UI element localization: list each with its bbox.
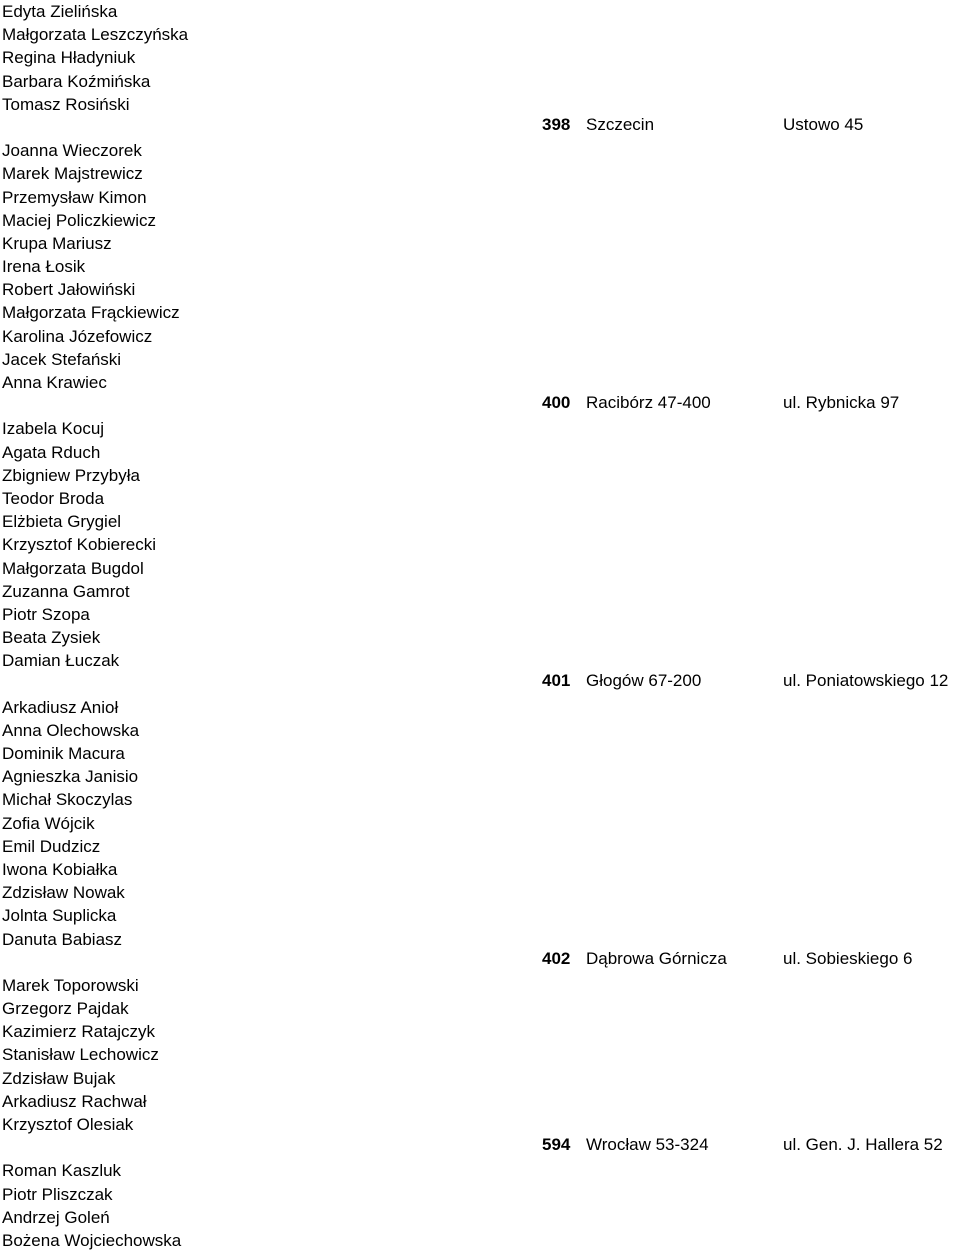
- name-item: Iwona Kobiałka: [2, 859, 118, 879]
- name-item: Jolnta Suplicka: [2, 906, 117, 926]
- entry-address: ul. Sobieskiego 6: [783, 949, 913, 968]
- name-item: Arkadiusz Rachwał: [2, 1091, 147, 1111]
- name-item: Joanna Wieczorek: [2, 141, 142, 161]
- name-item: Teodor Broda: [2, 488, 105, 508]
- entry-city: Racibórz 47-400: [586, 393, 711, 412]
- name-item: Beata Zysiek: [2, 628, 101, 648]
- name-item: Krzysztof Kobierecki: [2, 535, 156, 555]
- entry-address: Ustowo 45: [783, 115, 864, 134]
- group-spacer: [2, 394, 512, 417]
- name-item: Zuzanna Gamrot: [2, 581, 130, 601]
- name-item: Regina Hładyniuk: [2, 48, 136, 68]
- name-item: Robert Jałowiński: [2, 280, 136, 300]
- name-item: Kazimierz Ratajczyk: [2, 1022, 156, 1042]
- name-item: Barbara Koźmińska: [2, 71, 151, 91]
- entry-address: ul. Rybnicka 97: [783, 393, 900, 412]
- group-spacer: [2, 1136, 512, 1159]
- entry-city: Wrocław 53-324: [586, 1135, 709, 1154]
- entry-number: 594: [542, 1135, 571, 1154]
- entry-city: Dąbrowa Górnicza: [586, 949, 727, 968]
- name-item: Piotr Szopa: [2, 604, 90, 624]
- name-item: Marek Majstrewicz: [2, 164, 143, 184]
- group-spacer: [2, 116, 512, 139]
- name-item: Krupa Mariusz: [2, 233, 112, 253]
- name-item: Małgorzata Leszczyńska: [2, 25, 189, 45]
- name-item: Michał Skoczylas: [2, 790, 133, 810]
- name-item: Zofia Wójcik: [2, 813, 95, 833]
- name-item: Anna Krawiec: [2, 373, 107, 392]
- name-item: Irena Łosik: [2, 257, 86, 277]
- name-item: Damian Łuczak: [2, 651, 120, 671]
- group-spacer: [2, 672, 512, 695]
- entry-address: ul. Poniatowskiego 12: [783, 671, 949, 690]
- name-item: Andrzej Goleń: [2, 1207, 110, 1227]
- name-item: Arkadiusz Anioł: [2, 697, 119, 717]
- name-item: Emil Dudzicz: [2, 836, 101, 856]
- name-item: Dominik Macura: [2, 744, 125, 763]
- name-item: Małgorzata Frąckiewicz: [2, 303, 180, 323]
- name-item: Danuta Babiasz: [2, 929, 123, 949]
- entry-city: Głogów 67-200: [586, 671, 702, 690]
- name-item: Zbigniew Przybyła: [2, 465, 140, 485]
- name-item: Grzegorz Pajdak: [2, 999, 129, 1019]
- entry-city: Szczecin: [586, 115, 655, 134]
- name-item: Stanisław Lechowicz: [2, 1045, 159, 1065]
- entry-number: 402: [542, 949, 571, 968]
- group-spacer: [2, 951, 512, 974]
- name-item: Przemysław Kimon: [2, 187, 147, 207]
- name-item: Marek Toporowski: [2, 975, 139, 995]
- name-item: Roman Kaszluk: [2, 1161, 122, 1181]
- entry-number: 398: [542, 115, 571, 134]
- name-item: Tomasz Rosiński: [2, 94, 130, 114]
- name-item: Karolina Józefowicz: [2, 326, 153, 346]
- name-item: Izabela Kocuj: [2, 419, 105, 439]
- name-item: Maciej Policzkiewicz: [2, 210, 156, 230]
- name-item: Małgorzata Bugdol: [2, 558, 144, 578]
- names-list: [2, 0, 512, 1252]
- name-item: Krzysztof Olesiak: [2, 1115, 134, 1134]
- name-item: Piotr Pliszczak: [2, 1184, 113, 1204]
- name-item: Bożena Wojciechowska: [2, 1230, 182, 1250]
- name-item: Zdzisław Bujak: [2, 1068, 116, 1088]
- entry-number: 400: [542, 393, 571, 412]
- name-item: Agata Rduch: [2, 442, 101, 462]
- name-item: Jacek Stefański: [2, 349, 122, 369]
- entry-number: 401: [542, 671, 571, 690]
- name-item: Anna Olechowska: [2, 720, 140, 740]
- entry-address: ul. Gen. J. Hallera 52: [783, 1135, 943, 1154]
- name-item: Edyta Zielińska: [2, 2, 118, 21]
- name-item: Elżbieta Grygiel: [2, 512, 122, 532]
- name-item: Zdzisław Nowak: [2, 883, 125, 903]
- name-item: Agnieszka Janisio: [2, 767, 139, 787]
